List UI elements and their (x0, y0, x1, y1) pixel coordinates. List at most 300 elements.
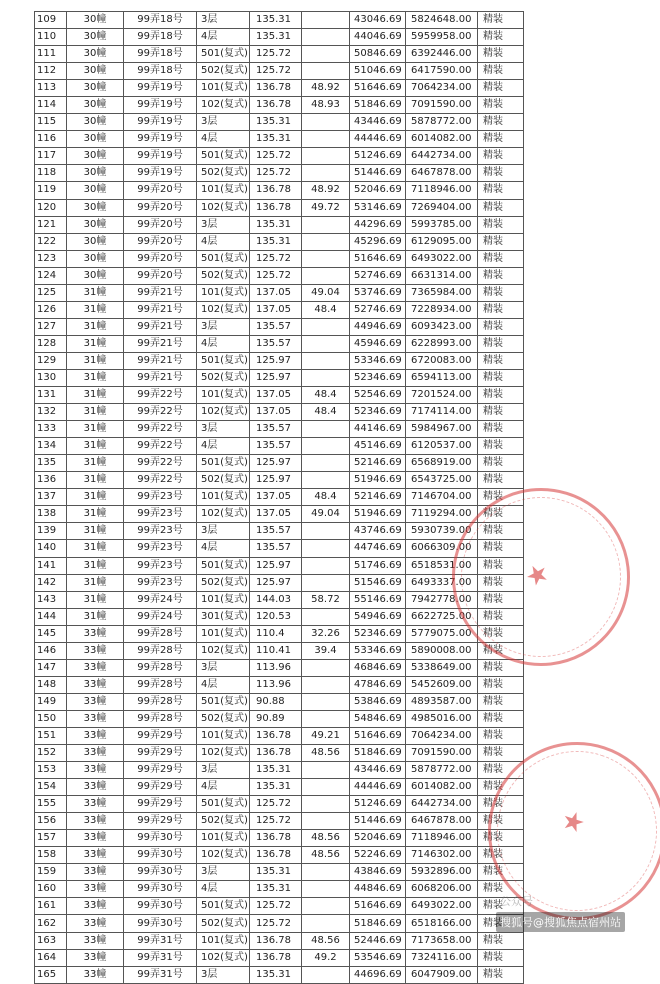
cell-extra-area (302, 12, 350, 29)
cell-total-price: 7174114.00 (406, 404, 478, 421)
cell-extra-area (302, 557, 350, 574)
cell-building: 33幢 (67, 676, 124, 693)
cell-row-number: 149 (35, 693, 67, 710)
table-row (35, 762, 524, 779)
cell-building: 30幢 (67, 114, 124, 131)
cell-unit-price: 44446.69 (350, 131, 406, 148)
table-row (35, 898, 524, 915)
cell-area: 135.57 (250, 421, 302, 438)
cell-decoration: 精装 (478, 387, 524, 404)
cell-building: 33幢 (67, 813, 124, 830)
cell-area: 110.4 (250, 625, 302, 642)
cell-unit-price: 52346.69 (350, 404, 406, 421)
table-row (35, 642, 524, 659)
cell-unit: 102(复式) (197, 949, 250, 966)
table-row (35, 455, 524, 472)
cell-extra-area (302, 966, 350, 983)
cell-row-number: 128 (35, 335, 67, 352)
cell-total-price: 7146704.00 (406, 489, 478, 506)
cell-unit: 501(复式) (197, 148, 250, 165)
cell-row-number: 154 (35, 779, 67, 796)
cell-address: 99弄22号 (124, 472, 197, 489)
cell-area: 90.88 (250, 693, 302, 710)
cell-unit-price: 51246.69 (350, 148, 406, 165)
cell-building: 31幢 (67, 421, 124, 438)
cell-unit-price: 52746.69 (350, 301, 406, 318)
cell-building: 31幢 (67, 387, 124, 404)
cell-total-price: 6014082.00 (406, 779, 478, 796)
cell-total-price: 4985016.00 (406, 710, 478, 727)
cell-total-price: 5930739.00 (406, 523, 478, 540)
table-row (35, 966, 524, 983)
cell-decoration: 精装 (478, 642, 524, 659)
table-row (35, 369, 524, 386)
cell-row-number: 112 (35, 63, 67, 80)
cell-unit: 101(复式) (197, 182, 250, 199)
cell-unit: 3层 (197, 318, 250, 335)
cell-extra-area: 39.4 (302, 642, 350, 659)
cell-unit-price: 44046.69 (350, 29, 406, 46)
cell-decoration: 精装 (478, 472, 524, 489)
cell-total-price: 6543725.00 (406, 472, 478, 489)
cell-decoration: 精装 (478, 284, 524, 301)
cell-unit: 4层 (197, 438, 250, 455)
cell-row-number: 138 (35, 506, 67, 523)
cell-unit-price: 44146.69 (350, 421, 406, 438)
cell-extra-area: 48.4 (302, 387, 350, 404)
cell-decoration: 精装 (478, 506, 524, 523)
cell-unit-price: 44296.69 (350, 216, 406, 233)
cell-unit: 301(复式) (197, 608, 250, 625)
cell-unit-price: 54846.69 (350, 710, 406, 727)
cell-decoration: 精装 (478, 932, 524, 949)
cell-address: 99弄28号 (124, 693, 197, 710)
table-row (35, 131, 524, 148)
cell-row-number: 123 (35, 250, 67, 267)
cell-unit-price: 52046.69 (350, 830, 406, 847)
cell-building: 30幢 (67, 80, 124, 97)
cell-address: 99弄18号 (124, 29, 197, 46)
cell-address: 99弄20号 (124, 267, 197, 284)
cell-building: 31幢 (67, 284, 124, 301)
cell-area: 136.78 (250, 97, 302, 114)
cell-row-number: 116 (35, 131, 67, 148)
faint-watermark-text: 公众号 (500, 895, 533, 908)
cell-row-number: 137 (35, 489, 67, 506)
table-row (35, 46, 524, 63)
cell-total-price: 5779075.00 (406, 625, 478, 642)
cell-total-price: 6493022.00 (406, 250, 478, 267)
cell-building: 31幢 (67, 557, 124, 574)
cell-area: 135.31 (250, 233, 302, 250)
cell-unit-price: 46846.69 (350, 659, 406, 676)
cell-extra-area (302, 421, 350, 438)
cell-unit: 501(复式) (197, 352, 250, 369)
cell-area: 135.31 (250, 779, 302, 796)
cell-extra-area (302, 574, 350, 591)
cell-decoration: 精装 (478, 608, 524, 625)
cell-unit-price: 43046.69 (350, 12, 406, 29)
cell-unit: 102(复式) (197, 199, 250, 216)
cell-address: 99弄29号 (124, 745, 197, 762)
cell-unit: 101(复式) (197, 284, 250, 301)
cell-total-price: 7118946.00 (406, 182, 478, 199)
cell-decoration: 精装 (478, 727, 524, 744)
cell-decoration: 精装 (478, 182, 524, 199)
cell-row-number: 134 (35, 438, 67, 455)
cell-address: 99弄22号 (124, 421, 197, 438)
cell-unit: 101(复式) (197, 932, 250, 949)
cell-building: 31幢 (67, 318, 124, 335)
cell-unit: 101(复式) (197, 387, 250, 404)
cell-unit: 3层 (197, 523, 250, 540)
cell-area: 136.78 (250, 932, 302, 949)
cell-decoration: 精装 (478, 216, 524, 233)
cell-extra-area: 49.04 (302, 284, 350, 301)
cell-address: 99弄19号 (124, 97, 197, 114)
cell-total-price: 6047909.00 (406, 966, 478, 983)
cell-extra-area (302, 438, 350, 455)
cell-building: 30幢 (67, 233, 124, 250)
table-row (35, 301, 524, 318)
cell-extra-area: 48.56 (302, 745, 350, 762)
cell-extra-area (302, 267, 350, 284)
cell-decoration: 精装 (478, 557, 524, 574)
cell-decoration: 精装 (478, 710, 524, 727)
cell-total-price: 5452609.00 (406, 676, 478, 693)
cell-unit: 3层 (197, 864, 250, 881)
cell-unit-price: 43446.69 (350, 762, 406, 779)
cell-total-price: 6568919.00 (406, 455, 478, 472)
cell-address: 99弄22号 (124, 387, 197, 404)
cell-row-number: 155 (35, 796, 67, 813)
seal-star-icon: ★ (520, 556, 555, 595)
cell-row-number: 125 (35, 284, 67, 301)
cell-unit-price: 53546.69 (350, 949, 406, 966)
cell-address: 99弄30号 (124, 898, 197, 915)
cell-decoration: 精装 (478, 540, 524, 557)
cell-extra-area (302, 318, 350, 335)
table-row (35, 199, 524, 216)
cell-decoration: 精装 (478, 455, 524, 472)
table-row (35, 591, 524, 608)
cell-row-number: 133 (35, 421, 67, 438)
cell-area: 135.57 (250, 540, 302, 557)
cell-total-price: 7091590.00 (406, 745, 478, 762)
cell-total-price: 6622725.00 (406, 608, 478, 625)
cell-area: 125.97 (250, 557, 302, 574)
cell-unit: 502(复式) (197, 267, 250, 284)
cell-total-price: 6518531.00 (406, 557, 478, 574)
cell-address: 99弄21号 (124, 301, 197, 318)
cell-address: 99弄23号 (124, 506, 197, 523)
cell-area: 125.72 (250, 898, 302, 915)
table-row (35, 830, 524, 847)
cell-unit-price: 52346.69 (350, 369, 406, 386)
cell-extra-area: 48.4 (302, 489, 350, 506)
cell-decoration: 精装 (478, 80, 524, 97)
cell-row-number: 139 (35, 523, 67, 540)
cell-unit-price: 52046.69 (350, 182, 406, 199)
cell-address: 99弄21号 (124, 369, 197, 386)
cell-unit: 102(复式) (197, 642, 250, 659)
cell-row-number: 143 (35, 591, 67, 608)
table-row (35, 97, 524, 114)
cell-area: 125.97 (250, 455, 302, 472)
cell-building: 31幢 (67, 574, 124, 591)
cell-area: 125.72 (250, 165, 302, 182)
cell-total-price: 6066309.00 (406, 540, 478, 557)
cell-decoration: 精装 (478, 352, 524, 369)
cell-total-price: 7228934.00 (406, 301, 478, 318)
cell-address: 99弄31号 (124, 966, 197, 983)
cell-extra-area (302, 710, 350, 727)
cell-row-number: 156 (35, 813, 67, 830)
table-row (35, 63, 524, 80)
cell-area: 136.78 (250, 830, 302, 847)
cell-extra-area (302, 335, 350, 352)
cell-unit-price: 44446.69 (350, 779, 406, 796)
cell-extra-area (302, 898, 350, 915)
cell-address: 99弄24号 (124, 608, 197, 625)
cell-row-number: 109 (35, 12, 67, 29)
cell-building: 33幢 (67, 710, 124, 727)
cell-total-price: 6392446.00 (406, 46, 478, 63)
cell-extra-area: 48.4 (302, 404, 350, 421)
cell-address: 99弄23号 (124, 540, 197, 557)
cell-area: 135.57 (250, 318, 302, 335)
source-watermark: 搜狐号@搜狐焦点宿州站 (496, 912, 625, 932)
cell-unit-price: 47846.69 (350, 676, 406, 693)
cell-extra-area: 48.92 (302, 80, 350, 97)
cell-decoration: 精装 (478, 267, 524, 284)
cell-row-number: 165 (35, 966, 67, 983)
cell-extra-area (302, 523, 350, 540)
cell-building: 30幢 (67, 97, 124, 114)
cell-building: 33幢 (67, 762, 124, 779)
cell-row-number: 161 (35, 898, 67, 915)
cell-building: 33幢 (67, 642, 124, 659)
cell-decoration: 精装 (478, 404, 524, 421)
cell-decoration: 精装 (478, 966, 524, 983)
cell-total-price: 6093423.00 (406, 318, 478, 335)
cell-building: 33幢 (67, 881, 124, 898)
cell-row-number: 159 (35, 864, 67, 881)
cell-unit-price: 45146.69 (350, 438, 406, 455)
cell-row-number: 135 (35, 455, 67, 472)
table-row (35, 489, 524, 506)
cell-building: 30幢 (67, 267, 124, 284)
cell-extra-area (302, 165, 350, 182)
cell-area: 137.05 (250, 301, 302, 318)
cell-address: 99弄29号 (124, 813, 197, 830)
cell-address: 99弄29号 (124, 727, 197, 744)
table-row (35, 335, 524, 352)
cell-building: 33幢 (67, 779, 124, 796)
cell-area: 137.05 (250, 404, 302, 421)
cell-unit-price: 52446.69 (350, 932, 406, 949)
table-row (35, 932, 524, 949)
cell-extra-area: 48.93 (302, 97, 350, 114)
cell-area: 125.97 (250, 369, 302, 386)
cell-decoration: 精装 (478, 949, 524, 966)
table-row (35, 506, 524, 523)
cell-row-number: 118 (35, 165, 67, 182)
cell-building: 30幢 (67, 250, 124, 267)
cell-unit-price: 53146.69 (350, 199, 406, 216)
cell-unit: 501(复式) (197, 46, 250, 63)
cell-building: 33幢 (67, 898, 124, 915)
cell-unit: 4层 (197, 131, 250, 148)
cell-area: 90.89 (250, 710, 302, 727)
cell-unit: 102(复式) (197, 847, 250, 864)
table-row (35, 352, 524, 369)
cell-row-number: 151 (35, 727, 67, 744)
cell-row-number: 148 (35, 676, 67, 693)
cell-address: 99弄28号 (124, 625, 197, 642)
table-row (35, 472, 524, 489)
cell-decoration: 精装 (478, 335, 524, 352)
cell-extra-area (302, 881, 350, 898)
cell-total-price: 7064234.00 (406, 80, 478, 97)
cell-area: 120.53 (250, 608, 302, 625)
cell-building: 30幢 (67, 131, 124, 148)
cell-building: 31幢 (67, 438, 124, 455)
cell-unit-price: 52346.69 (350, 625, 406, 642)
cell-unit: 102(复式) (197, 301, 250, 318)
cell-unit: 101(复式) (197, 727, 250, 744)
cell-building: 33幢 (67, 796, 124, 813)
table-row (35, 318, 524, 335)
cell-address: 99弄18号 (124, 46, 197, 63)
cell-extra-area (302, 148, 350, 165)
cell-area: 125.72 (250, 148, 302, 165)
cell-address: 99弄20号 (124, 250, 197, 267)
cell-address: 99弄28号 (124, 710, 197, 727)
cell-area: 135.31 (250, 762, 302, 779)
cell-decoration: 精装 (478, 369, 524, 386)
cell-decoration: 精装 (478, 301, 524, 318)
cell-total-price: 6014082.00 (406, 131, 478, 148)
cell-unit-price: 53746.69 (350, 284, 406, 301)
cell-extra-area (302, 216, 350, 233)
cell-extra-area: 48.92 (302, 182, 350, 199)
cell-extra-area: 48.56 (302, 847, 350, 864)
cell-unit: 3层 (197, 966, 250, 983)
cell-extra-area (302, 455, 350, 472)
cell-address: 99弄31号 (124, 949, 197, 966)
table-row (35, 625, 524, 642)
cell-decoration: 精装 (478, 421, 524, 438)
cell-decoration: 精装 (478, 762, 524, 779)
table-row (35, 404, 524, 421)
cell-total-price: 6467878.00 (406, 165, 478, 182)
cell-unit-price: 51646.69 (350, 250, 406, 267)
cell-unit-price: 43746.69 (350, 523, 406, 540)
table-row (35, 267, 524, 284)
cell-address: 99弄21号 (124, 335, 197, 352)
cell-unit: 502(复式) (197, 369, 250, 386)
cell-area: 137.05 (250, 506, 302, 523)
cell-area: 135.31 (250, 966, 302, 983)
cell-extra-area (302, 46, 350, 63)
cell-decoration: 精装 (478, 881, 524, 898)
cell-decoration: 精装 (478, 318, 524, 335)
cell-total-price: 6631314.00 (406, 267, 478, 284)
cell-row-number: 141 (35, 557, 67, 574)
cell-address: 99弄19号 (124, 148, 197, 165)
cell-extra-area (302, 233, 350, 250)
cell-decoration: 精装 (478, 847, 524, 864)
cell-address: 99弄20号 (124, 216, 197, 233)
cell-extra-area (302, 915, 350, 932)
cell-extra-area (302, 779, 350, 796)
cell-unit-price: 52546.69 (350, 387, 406, 404)
cell-address: 99弄20号 (124, 182, 197, 199)
cell-building: 30幢 (67, 12, 124, 29)
table-row (35, 284, 524, 301)
cell-unit: 4层 (197, 29, 250, 46)
cell-unit-price: 44746.69 (350, 540, 406, 557)
cell-extra-area (302, 676, 350, 693)
cell-row-number: 122 (35, 233, 67, 250)
table-row (35, 745, 524, 762)
cell-area: 135.31 (250, 114, 302, 131)
cell-address: 99弄21号 (124, 284, 197, 301)
cell-unit-price: 51946.69 (350, 506, 406, 523)
cell-extra-area (302, 369, 350, 386)
cell-building: 33幢 (67, 727, 124, 744)
cell-unit: 3层 (197, 12, 250, 29)
cell-building: 33幢 (67, 693, 124, 710)
cell-building: 30幢 (67, 216, 124, 233)
cell-extra-area: 32.26 (302, 625, 350, 642)
cell-extra-area: 58.72 (302, 591, 350, 608)
cell-building: 31幢 (67, 301, 124, 318)
cell-unit: 3层 (197, 114, 250, 131)
table-row (35, 421, 524, 438)
cell-area: 125.72 (250, 813, 302, 830)
cell-unit: 3层 (197, 216, 250, 233)
cell-decoration: 精装 (478, 97, 524, 114)
cell-area: 135.31 (250, 864, 302, 881)
cell-unit: 101(复式) (197, 80, 250, 97)
cell-unit-price: 51646.69 (350, 898, 406, 915)
cell-area: 137.05 (250, 387, 302, 404)
table-row (35, 915, 524, 932)
cell-row-number: 126 (35, 301, 67, 318)
cell-decoration: 精装 (478, 523, 524, 540)
cell-building: 31幢 (67, 540, 124, 557)
cell-extra-area (302, 762, 350, 779)
table-row (35, 148, 524, 165)
cell-decoration: 精装 (478, 591, 524, 608)
cell-total-price: 7942778.00 (406, 591, 478, 608)
cell-address: 99弄22号 (124, 438, 197, 455)
cell-address: 99弄21号 (124, 352, 197, 369)
cell-total-price: 7201524.00 (406, 387, 478, 404)
cell-building: 33幢 (67, 847, 124, 864)
cell-area: 137.05 (250, 284, 302, 301)
cell-unit: 502(复式) (197, 915, 250, 932)
cell-total-price: 6228993.00 (406, 335, 478, 352)
table-row (35, 12, 524, 29)
cell-row-number: 160 (35, 881, 67, 898)
cell-area: 136.78 (250, 727, 302, 744)
table-row (35, 796, 524, 813)
cell-row-number: 132 (35, 404, 67, 421)
cell-decoration: 精装 (478, 131, 524, 148)
